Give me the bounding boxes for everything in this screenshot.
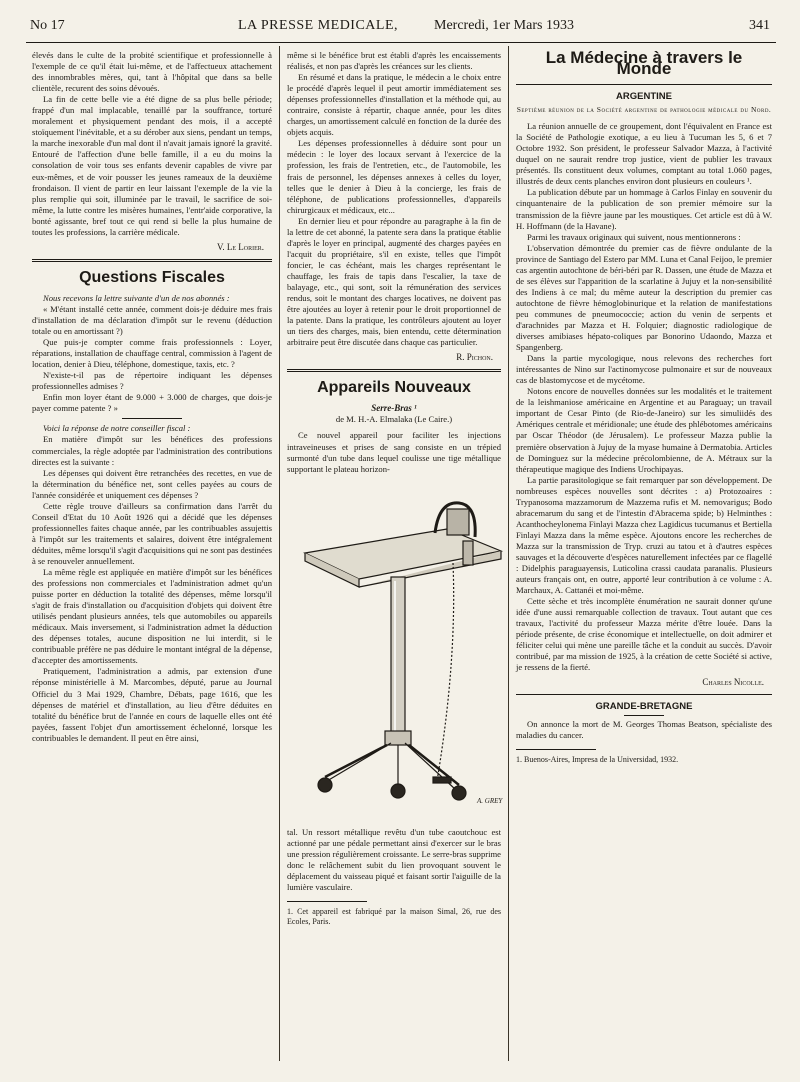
- middle-column: [287, 50, 501, 928]
- illustrator-signature: A. GREY: [477, 796, 503, 805]
- report-signature: Charles Nicolle.: [702, 677, 764, 688]
- answer-paragraph: Pratiquement, l'administration a admis, par extension d'une réponse ministérielle à M. Marcombes, député, parue au Journal Officiel du 3 Mai 1929, Chambre, Débats, page 1616, que les dépenses de matériel et d'installation, au lieu d'être déduites en totalité du bénéfice brut de l'année en cours de laquelle elles ont été payées, fassent l'objet d'un amortissement échelonné, lorsque les contribuables le demandent. Il peut en être ainsi,: [32, 666, 272, 743]
- uk-news: On annonce la mort de M. Georges Thomas Beatson, spécialiste des maladies du cancer.: [516, 718, 772, 740]
- fiscal-paragraph: En dernier lieu et pour répondre au paragraphe à la fin de la lettre de cet abonné, la patente sera dans la pratique établie d'après le loyer en principal, augmenté des charges payées en l'acquit du propriétaire, s'il en existe, telles que l'impôt foncier, le cas échéant, mais les charges représentant le chauffage, les frais de tapis dans l'escalier, la taxe de balayage, etc., qui sont, soit la rémunération des services rendus, soit le montant des charges locatives, ne doivent pas être ajoutées au loyer à retenir pour le droit proportionnel de la patente. Dans la pratique, les contrôleurs ajoutent au loyer un tiers des charges, mais, bien entendu, cette détermination arbitraire peut être discutée dans chaque cas particulier.: [287, 215, 501, 348]
- page-header: [26, 14, 776, 38]
- fiscal-paragraph: En résumé et dans la pratique, le médecin a le choix entre le procédé d'après lequel il peut amortir immédiatement ses dépenses professionnelles d'installation et la méthode qui, au contraire, consiste à répartir, chaque année, pour les dites charges, un amortissement calculé en fonction de la durée des objets acquis.: [287, 72, 501, 138]
- society-subheading: Septième réunion de la Société argentine de pathologie médicale du Nord.: [516, 105, 772, 115]
- device-footnote: 1. Cet appareil est fabriqué par la maison Simal, 26, rue des Ecoles, Paris.: [287, 906, 501, 927]
- short-rule: [122, 418, 182, 419]
- report-paragraph: La partie parasitologique se fait remarquer par son développement. De nombreuses espèces nouvelles sont décrites : a) Protozoaires : Trypanosoma mazzamorum de Mazzema rufis et M. nemovarigus; Bodo abracemarum du sang et de l'intestin d'Abracema spide; b) Helminthes : Acanthocheylonema Finlayi Mazza chez Lagidicus tucumanus et Bertiella Finlayi Mazza dans la même espèce. Ajoutons encore les recherches de Mazza sur la transmission de Tryp. cruzi au tatou et à d'autres espèces sauvages et la découverte d'espèces naturellement infectées par ce flagellé : Didelphis paraguayensis, Luticolina crassi caudata paranalis. Plusieurs auteurs français ont, en outre, apporté leur contribution à ce volume : A. Marchaux, A. Cattanéi et moi-même.: [516, 474, 772, 596]
- issue-date: Mercredi, 1er Mars 1933: [434, 18, 574, 33]
- letter-paragraph: Que puis-je compter comme frais professionnels : Loyer, réparations, installation de chauffage central, commission à l'agent de location, denier à Dieu, téléphone, domestique, taxis, etc. ?: [32, 337, 272, 370]
- letter-intro: Nous recevons la lettre suivante d'un de nos abonnés :: [43, 292, 230, 303]
- footnote-rule: [287, 901, 367, 902]
- section-rule: [32, 259, 272, 262]
- obituary-signature: V. Le Lorier.: [217, 241, 264, 252]
- device-description: Ce nouvel appareil pour faciliter les injections intraveineuses et prises de sang consiste en un trépied surmonté d'un tube dans lequel coulisse une tige métallique supportant le plateau horizon-: [287, 430, 501, 474]
- device-description-continued: tal. Un ressort métallique revêtu d'un tube caoutchouc est actionné par une pédale permettant ainsi d'exercer sur le bras une pression régulièrement croissante. Le serre-bras supprime donc le relâchement subit du lien provoquant souvent le déplacement du vaisseau piqué et faisant sortir l'aiguille de la lumière vasculaire.: [287, 826, 501, 892]
- section-title-medecine-monde: La Médecine à travers le Monde: [545, 48, 743, 79]
- journal-title: LA PRESSE MEDICALE,: [238, 18, 399, 33]
- report-paragraph: Notons encore de nouvelles données sur les modalités et le traitement de la leishmaniose américaine en Argentine et au Paraguay; un travail important de Cesar Pinto (de Rio-de-Janeiro) sur les simuliidés des Amériques centrale et méridionale; une étude des phlébotomes américains par Oscar Théodor (de Jérusalem). Le professeur Mazza publie la première observation à Jujuy de la myase humaine à Dermatobia. Articles de Dominguez sur la médecine précolombienne, de A. Métraux sur la thérapeutique magique des Indiens Urochipayas.: [516, 386, 772, 474]
- report-paragraph: Cette sèche et très incomplète énumération ne saurait donner qu'une idée d'une aussi remarquable collection de travaux. Tout autant que ces travaux, l'activité du professeur Mazza mérite d'être louée. Dans la période présente, de crise économique et intellectuelle, on doit admirer et féliciter celui qui mène une pareille tâche et la conduit au succès. D'avoir contribué, par ma mission de 1925, à la création de cette Société si active, je ressens de la fierté.: [516, 596, 772, 673]
- answer-paragraph: Cette règle trouve d'ailleurs sa confirmation dans l'arrêt du Conseil d'Etat du 10 Août 1926 qui a décidé que les dépenses professionnelles faites chaque année, par les contribuables assujettis à l'impôt sur les traitements et salaires, doivent être intégralement déduites, même lorsqu'il s'agit d'acquisitions qui ne sont pas destinées à se renouveler annuellement.: [32, 500, 272, 566]
- serre-bras-illustration: [287, 481, 517, 821]
- footnote-rule: [516, 749, 596, 750]
- right-column: [516, 50, 772, 765]
- short-rule: [624, 715, 664, 716]
- serre-bras-drawing: [287, 481, 517, 821]
- section-title-appareils-nouveaux: Appareils Nouveaux: [317, 379, 471, 397]
- page-number: 341: [749, 18, 770, 33]
- answer-intro: Voici la réponse de notre conseiller fiscal :: [43, 423, 191, 434]
- section-rule: [516, 694, 772, 695]
- left-column: [32, 50, 272, 744]
- letter-paragraph: Enfin mon loyer étant de 9.000 + 3.000 de charges, que dois-je payer comme patente ? »: [32, 392, 272, 414]
- letter-paragraph: « M'étant installé cette année, comment dois-je déduire mes frais d'installation de ma déclaration d'impôt sur le revenu (déduction totale ou en amortissant ?): [32, 303, 272, 337]
- section-title-questions-fiscales: Questions Fiscales: [79, 268, 225, 286]
- report-paragraph: La publication débute par un hommage à Carlos Finlay en souvenir du cinquantenaire de la publication de son premier mémoire sur la transmission de la fièvre jaune par les moustiques. Cet article est dû à W. H. Hoffmann (de la Havane).: [516, 187, 772, 231]
- report-paragraph: L'observation démontrée du premier cas de fièvre ondulante de la province de Santiago del Estero par MM. Luna et Canal Feijoo, le premier cas argentin autochtone de béri-béri par R. Dassen, une étude de Mazza et de ses élèves sur l'apparition de la scarlatine à Jujuy et la non-sensibilité des Indiens à ce mal; du même auteur la description du premier cas autochtone de fièvre hémoglobinurique et la relation de manifestations peu communes de pneumococcie; action du venin de serpents et d'arachnides par Mazza et H. Folquier; diagnostic radiologique de diverses amibiases hépato-coliques par Bonorino Udaondo, Mazza et Spangenberg.: [516, 242, 772, 353]
- header-rule: [26, 42, 776, 43]
- fiscal-paragraph: Les dépenses professionnelles à déduire sont pour un médecin : le loyer des locaux servant à l'exercice de la profession, les frais de l'entretien, etc., de l'automobile, les frais de personnel, les dépenses annexes à celles du loyer, telles que le denier à Dieu à la concierge, les frais de téléphone, de publications professionnelles, d'appareils chirurgicaux et médicaux, etc...: [287, 138, 501, 215]
- answer-paragraph: La même règle est appliquée en matière d'impôt sur les bénéfices des professions non commerciales et l'administration admet qu'un puisse porter en déduction la totalité des dépenses, même lorsqu'il s'agit de frais d'installation ou d'acquisition d'objets qui doivent être utilisés pendant plusieurs années, tels que automobiles ou appareils médicaux. Mais inversement, si l'administration admet la déduction des dépenses totales, aucune disposition ne lui interdit, si le contribuable préfère ne pas déduire le montant intégral de la dépense, d'accepter des amortissements.: [32, 567, 272, 666]
- column-separator-left: [279, 46, 280, 1061]
- issue-number: No 17: [30, 18, 65, 33]
- report-paragraph: Dans la partie mycologique, nous relevons des recherches fort intéressantes de Nino sur l'actinomycose pulmonaire et sur de nouveaux cas de blastomycose et de mycétome.: [516, 353, 772, 386]
- answer-paragraph: En matière d'impôt sur les bénéfices des professions commerciales, la règle adoptée par l'administration des contributions directes est la suivante :: [32, 434, 272, 467]
- device-name: Serre-Bras ¹: [371, 403, 417, 414]
- country-heading-grande-bretagne: GRANDE-BRETAGNE: [595, 700, 693, 712]
- report-paragraph: Parmi les travaux originaux qui suivent, nous mentionnerons :: [527, 231, 741, 242]
- title-rule: [516, 84, 772, 85]
- obituary-paragraph: La fin de cette belle vie a été digne de sa plus belle période; frappé d'un mal implacable, tenaillé par la souffrance, torturé moralement et physiquement pendant des mois, il a accepté stoïquement l'inévitable, et a su dérober aux siens, pendant un temps, la marche inexorable d'un mal dont il n'avait jamais ignoré la gravité. Entouré de l'affection d'une belle famille, il a eu du moins la consolation de voir tous ses enfants devenir capables de vivre par eux-mêmes, et de voir pousser les jeunes rameaux de la deuxième frondaison. Il vient de partir en leur laissant l'exemple de la vie la plus remplie qui soit, illuminée par le travail, le sacrifice de soi-même, la lutte contre les misères humaines, l'entr'aide corporative, la bonté agissante, bref tout ce qui rend si belle la plus humaine de toutes les professions, la carrière médicale.: [32, 94, 272, 237]
- fiscal-signature: R. Pichon.: [456, 352, 493, 363]
- report-footnote: 1. Buenos-Aires, Impresa de la Universidad, 1932.: [516, 754, 679, 764]
- device-author: de M. H.-A. Elmalaka (Le Caire.): [335, 414, 453, 425]
- fiscal-paragraph: même si le bénéfice brut est établi d'après les encaissements réalisés, et non pas d'après les créances sur les clients.: [287, 50, 501, 72]
- obituary-paragraph: élevés dans le culte de la probité scientifique et professionnelle à l'exemple de ce qu'il était lui-même, et de l'affectueux attachement des innombrables mères, qui, tant à l'hôpital que dans sa belle clientèle, recurent des soins dévoués.: [32, 50, 272, 94]
- section-rule: [287, 369, 501, 372]
- letter-paragraph: N'existe-t-il pas de répertoire indiquant les dépenses professionnelles admises ?: [32, 370, 272, 392]
- report-paragraph: La réunion annuelle de ce groupement, dont l'équivalent en France est la Société de Pathologie exotique, a eu lieu à Tucuman les 5, 6 et 7 Octobre 1932. Son président, le professeur Salvador Mazza, à l'activité duquel on ne saurait rendre trop justice, vient de publier les travaux présentés. Ils constituent deux volumes, comptant au total 1.060 pages, illustrés de deux cents planches environ dont plusieurs en couleurs ¹.: [516, 121, 772, 187]
- answer-paragraph: Les dépenses qui doivent être retranchées des recettes, en vue de la détermination du bénéfice net, sont celles payées au cours de l'année considérée et uniquement ces dépenses ?: [32, 467, 272, 500]
- country-heading-argentine: ARGENTINE: [616, 91, 672, 103]
